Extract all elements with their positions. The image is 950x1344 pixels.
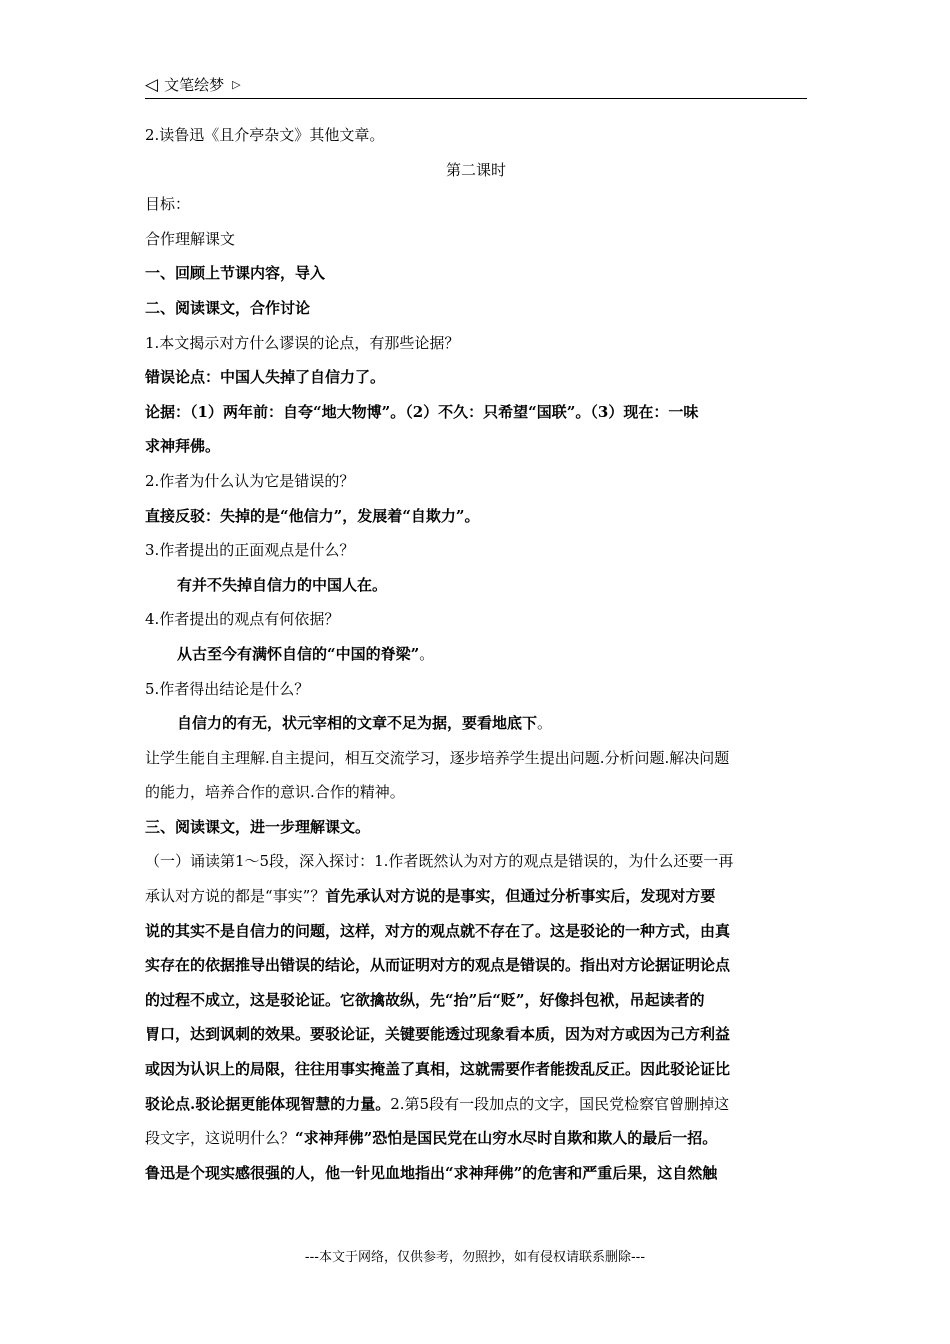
question-line: 5.作者得出结论是什么？	[145, 679, 310, 698]
text-line: 胃口，达到讽刺的效果。要驳论证，关键要能透过现象看本质，因为对方或因为己方利益	[145, 1025, 731, 1044]
section-title: 第二课时	[445, 160, 506, 179]
answer-line: 错误论点：中国人失掉了自信力了。	[145, 368, 386, 387]
question-line: 2.作者为什么认为它是错误的？	[145, 471, 355, 490]
text-line: 2.读鲁迅《且介亭杂文》其他文章。	[145, 126, 385, 144]
text-line: 目标：	[145, 195, 191, 214]
text-line: 实存在的依据推导出错误的结论，从而证明对方的观点是错误的。指出对方论据证明论点	[145, 956, 731, 975]
triangle-left-icon: ◁	[145, 74, 159, 95]
question-line: 1.本文揭示对方什么谬误的论点，有那些论据？	[145, 333, 460, 352]
brand-text: 文笔绘梦	[164, 76, 225, 94]
heading: 一、回顾上节课内容，导入	[145, 264, 326, 283]
text-line: 段文字，这说明什么？“求神拜佛”恐怕是国民党在山穷水尽时自欺和欺人的最后一招。	[145, 1129, 718, 1148]
text-line: 承认对方说的都是“事实”？首先承认对方说的是事实，但通过分析事实后，发现对方要	[145, 887, 716, 906]
text-line: 合作理解课文	[145, 229, 236, 248]
header-brand	[145, 74, 241, 95]
page-footer: ---本文于网络，仅供参考，勿照抄，如有侵权请联系删除---	[304, 1250, 646, 1265]
heading: 二、阅读课文，合作讨论	[145, 298, 311, 317]
answer-line: 从古至今有满怀自信的“中国的脊梁”。	[177, 644, 435, 663]
page-header	[145, 70, 807, 99]
triangle-right-icon: ▷	[232, 78, 241, 91]
text-line: 驳论点.驳论据更能体现智慧的力量。2.第5段有一段加点的文字，国民党检察官曾删掉这	[145, 1094, 730, 1113]
document-body	[145, 118, 807, 1190]
text-line: （一）诵读第1～5段，深入探讨：1.作者既然认为对方的观点是错误的，为什么还要一再	[145, 852, 734, 871]
answer-line: 自信力的有无，状元宰相的文章不足为据，要看地底下。	[177, 714, 553, 733]
heading: 三、阅读课文，进一步理解课文。	[145, 817, 371, 836]
answer-line: 有并不失掉自信力的中国人在。	[177, 575, 388, 594]
question-line: 4.作者提出的观点有何依据？	[145, 610, 340, 629]
answer-line: 论据：（1）两年前：自夸“地大物博”。（2）不久：只希望“国联”。（3）现在：一味	[145, 402, 699, 421]
text-line: 的过程不成立，这是驳论证。它欲擒故纵，先“抬”后“贬”，好像抖包袱，吊起读者的	[145, 990, 705, 1009]
text-line: 或因为认识上的局限，往往用事实掩盖了真相，这就需要作者能拨乱反正。因此驳论证比	[145, 1060, 731, 1079]
text-line: 说的其实不是自信力的问题，这样，对方的观点就不存在了。这是驳论的一种方式，由真	[145, 921, 731, 940]
answer-line: 直接反驳：失掉的是“他信力”，发展着“自欺力”。	[145, 506, 480, 525]
text-line: 鲁迅是个现实感很强的人，他一针见血地指出“求神拜佛”的危害和严重后果，这自然触	[145, 1163, 718, 1182]
question-line: 3.作者提出的正面观点是什么？	[145, 541, 355, 560]
text-line: 让学生能自主理解.自主提问，相互交流学习，逐步培养学生提出问题.分析问题.解决问题	[145, 748, 730, 767]
answer-line: 求神拜佛。	[145, 437, 221, 456]
text-line: 的能力，培养合作的意识.合作的精神。	[145, 783, 405, 802]
